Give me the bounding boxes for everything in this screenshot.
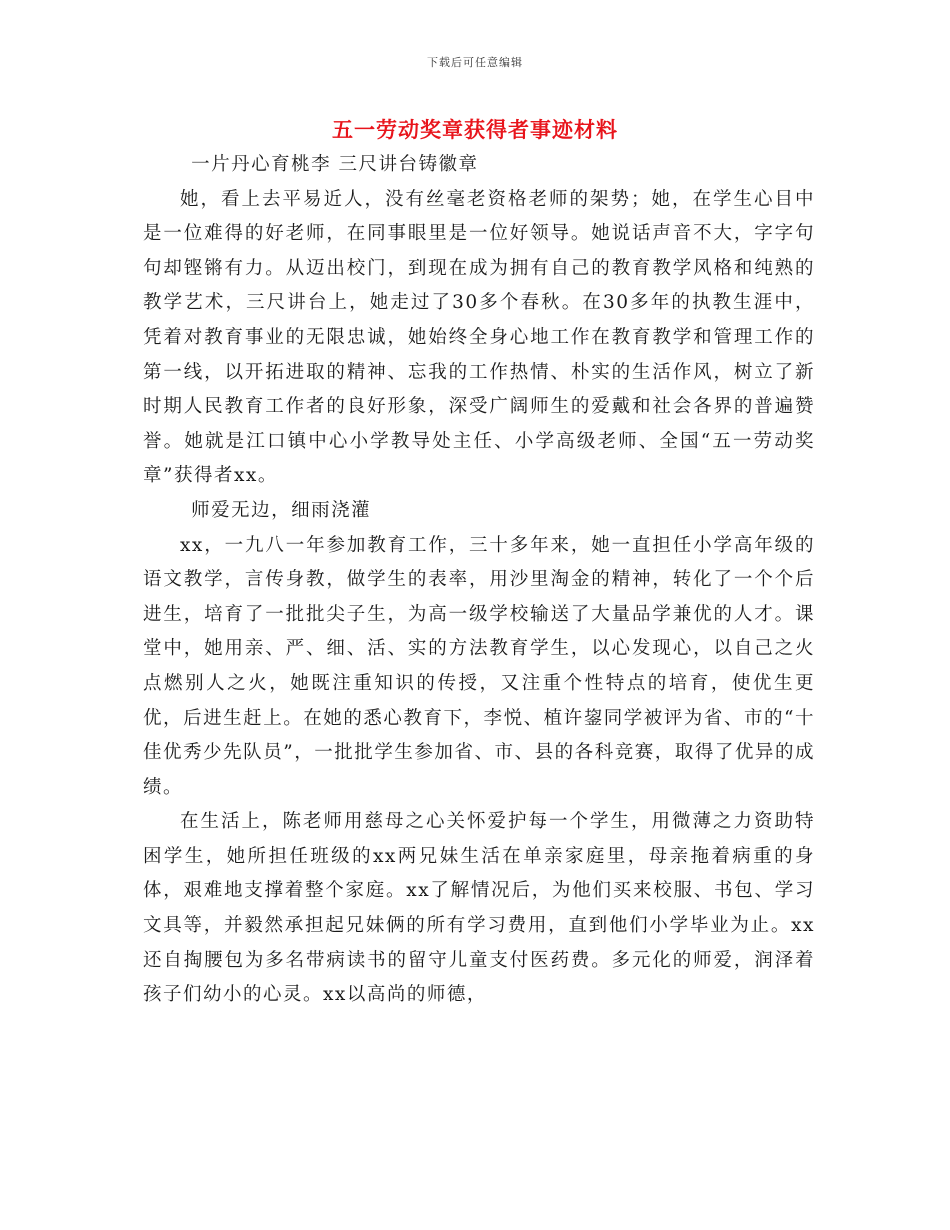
document-title: 五一劳动奖章获得者事迹材料 bbox=[332, 117, 618, 142]
document-body bbox=[143, 148, 815, 1013]
subheading-2: 师爱无边，细雨浇灌 bbox=[191, 499, 372, 521]
paragraph-1: 她，看上去平易近人，没有丝毫老资格老师的架势；她，在学生心目中是一位难得的好老师，在同事眼里是一位好领导。她说话声音不大，字字句句却铿锵有力。从迈出校门，到现在成为拥有自己的教育教学风格和纯熟的教学艺术，三尺讲台上，她走过了30多个春秋。在30多年的执教生涯中，凭着对教育事业的无限忠诚，她始终全身心地工作在教育教学和管理工作的第一线，以开拓进取的精神、忘我的工作热情、朴实的生活作风，树立了新时期人民教育工作者的良好形象，深受广阔师生的爱戴和社会各界的普遍赞誉。她就是江口镇中心小学教导处主任、小学高级老师、全国“五一劳动奖章”获得者xx。 bbox=[143, 188, 815, 487]
header-note: 下载后可任意编辑 bbox=[427, 56, 523, 69]
paragraph-2: xx，一九八一年参加教育工作，三十多年来，她一直担任小学高年级的语文教学，言传身教，做学生的表率，用沙里淘金的精神，转化了一个个后进生，培育了一批批尖子生，为高一级学校输送了大量品学兼优的人才。课堂中，她用亲、严、细、活、实的方法教育学生，以心发现心，以自己之火点燃别人之火，她既注重知识的传授，又注重个性特点的培育，使优生更优，后进生赶上。在她的悉心教育下，李悦、植许鋆同学被评为省、市的“十佳优秀少先队员”，一批批学生参加省、市、县的各科竞赛，取得了优异的成绩。 bbox=[143, 534, 815, 798]
paragraph-3: 在生活上，陈老师用慈母之心关怀爱护每一个学生，用微薄之力资助特困学生，她所担任班级的xx两兄妹生活在单亲家庭里，母亲拖着病重的身体，艰难地支撑着整个家庭。xx了解情况后，为他们买来校服、书包、学习文具等，并毅然承担起兄妹俩的所有学习费用，直到他们小学毕业为止。xx还自掏腰包为多名带病读书的留守儿童支付医药费。多元化的师爱，润泽着孩子们幼小的心灵。xx以高尚的师德， bbox=[143, 811, 815, 1006]
subheading-1: 一片丹心育桃李 三尺讲台铸徽章 bbox=[191, 154, 479, 175]
